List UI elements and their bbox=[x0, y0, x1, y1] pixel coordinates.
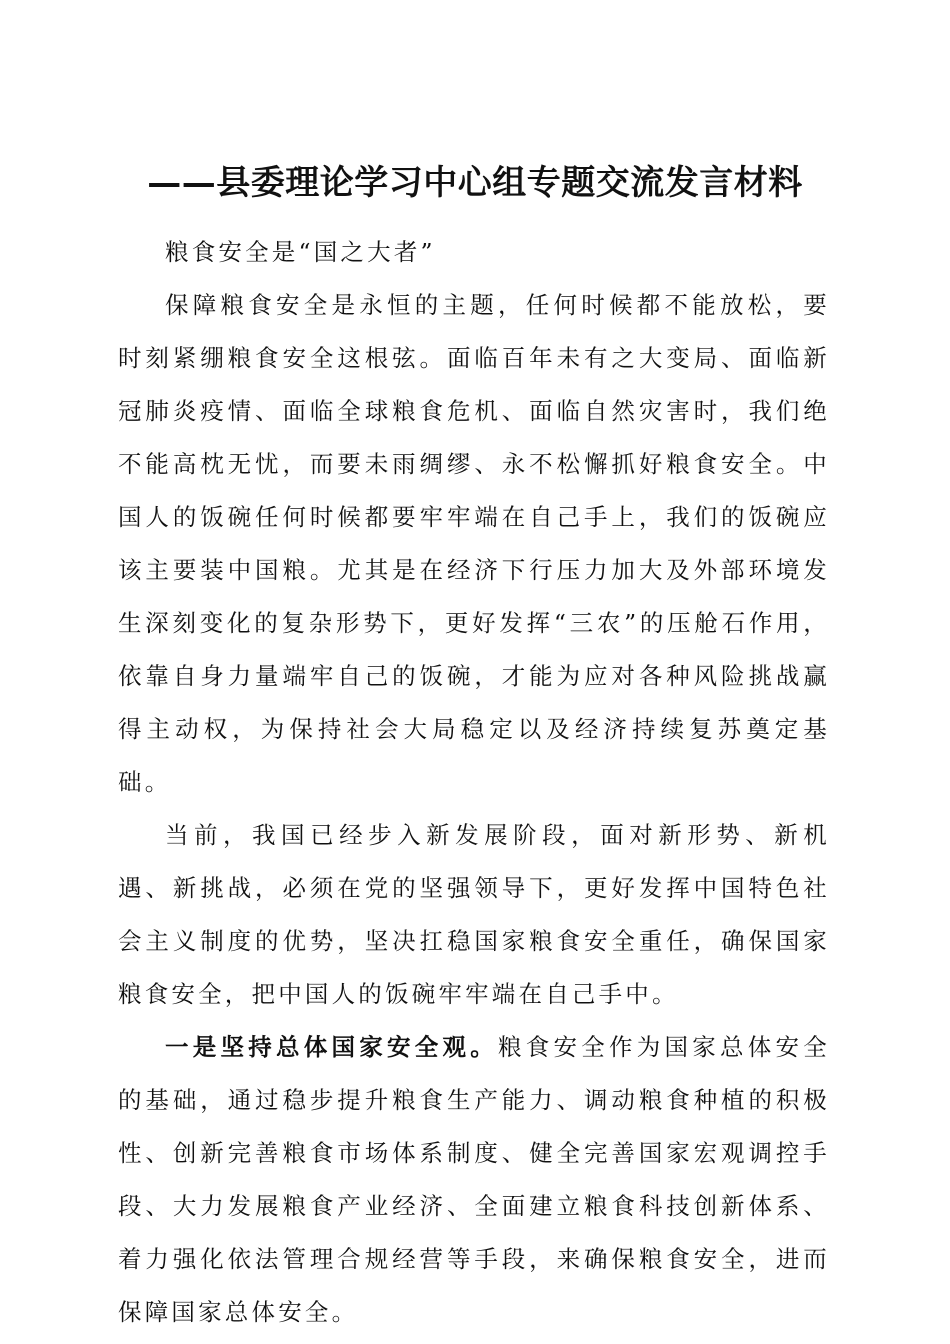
document-body bbox=[118, 226, 830, 1339]
paragraph-2 bbox=[118, 809, 830, 1021]
subheading: 粮食安全是“国之大者” bbox=[165, 238, 436, 266]
paragraph-1 bbox=[118, 279, 830, 809]
paragraph-2-text: 当前，我国已经步入新发展阶段，面对新形势、新机遇、新挑战，必须在党的坚强领导下，更好发挥中国特色社会主义制度的优势，坚决扛稳国家粮食安全重任，确保国家粮食安全，把中国人的饭碗牢牢端在自己手中。 bbox=[118, 821, 830, 1008]
paragraph-3 bbox=[118, 1021, 830, 1339]
paragraph-3-lead: 一是坚持总体国家安全观。 bbox=[165, 1033, 499, 1061]
paragraph-3-text: 粮食安全作为国家总体安全的基础，通过稳步提升粮食生产能力、调动粮食种植的积极性、创新完善粮食市场体系制度、健全完善国家宏观调控手段、大力发展粮食产业经济、全面建立粮食科技创新体系、着力强化依法管理合规经营等手段，来确保粮食安全，进而保障国家总体安全。 bbox=[118, 1033, 830, 1326]
document-title: ——县委理论学习中心组专题交流发言材料 bbox=[147, 162, 803, 203]
paragraph-1-text: 保障粮食安全是永恒的主题，任何时候都不能放松，要时刻紧绷粮食安全这根弦。面临百年未有之大变局、面临新冠肺炎疫情、面临全球粮食危机、面临自然灾害时，我们绝不能高枕无忧，而要未雨绸缪、永不松懈抓好粮食安全。中国人的饭碗任何时候都要牢牢端在自己手上，我们的饭碗应该主要装中国粮。尤其是在经济下行压力加大及外部环境发生深刻变化的复杂形势下，更好发挥“三农”的压舱石作用，依靠自身力量端牢自己的饭碗，才能为应对各种风险挑战赢得主动权，为保持社会大局稳定以及经济持续复苏奠定基础。 bbox=[118, 291, 830, 796]
